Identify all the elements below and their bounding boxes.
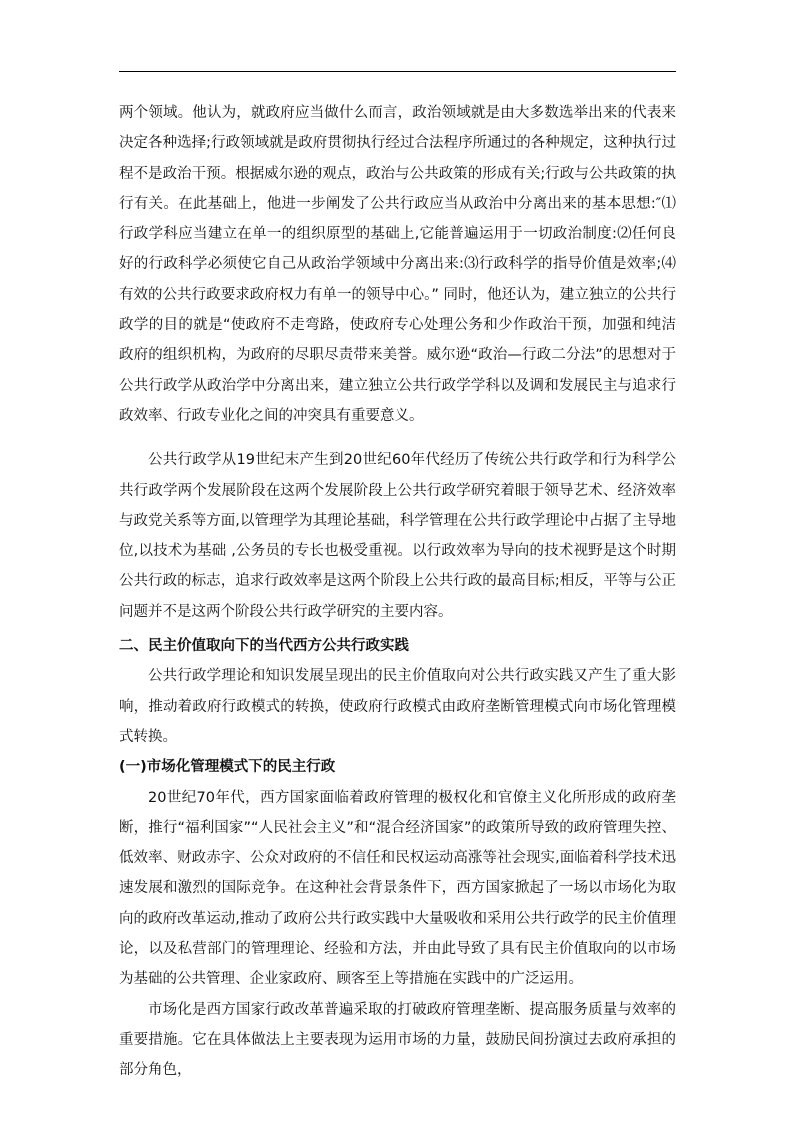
subsection-heading: (一)市场化管理模式下的民主行政 <box>119 759 336 776</box>
section-heading: 二、民主价值取向下的当代西方公共行政实践 <box>119 638 409 655</box>
paragraph-democratic-value-orientation: 公共行政学理论和知识发展呈现出的民主价值取向对公共行政实践又产生了重大影响，推动着政府行政模式的转换，使政府行政模式由政府垄断管理模式向市场化管理模式转换。 <box>119 668 676 745</box>
paragraph-wilson-politics-administration: 两个领域。他认为，就政府应当做什么而言，政治领域就是由大多数选举出来的代表来决定各种选择;行政领域就是政府贯彻执行经过合法程序所通过的各种规定，这种执行过程不是政治干预。根据威尔逊的观点，政治与公共政策的形成有关;行政与公共政策的执行有关。在此基础上，他进一步阐发了公共行政应当从政治中分离出来的基本思想:″⑴行政学科应当建立在单一的组织原型的基础上,它能普遍运用于一切政治制度:⑵任何良好的行政科学必须使它自己从政治学领域中分离出来:⑶行政科学的指导价值是效率;⑷有效的公共行政要求政府权力有单一的领导中心。” 同时，他还认为，建立独立的公共行政学的目的就是“使政府不走弯路，使政府专心处理公务和少作政治干预，加强和纯洁政府的组织机构，为政府的尽职尽责带来美誉。威尔逊“政治—行政二分法”的思想对于公共行政学从政治学中分离出来，建立独立公共行政学学科以及调和发展民主与追求行政效率、行政专业化之间的冲突具有重要意义。 <box>119 105 676 424</box>
paragraph-marketization: 市场化是西方国家行政改革普遍采取的打破政府管理垄断、提高服务质量与效率的重要措施。它在具体做法上主要表现为运用市场的力量，鼓励民间扮演过去政府承担的部分角色， <box>119 1001 676 1079</box>
paragraph-traditional-public-administration: 公共行政学从19世纪末产生到20世纪60年代经历了传统公共行政学和行为科学公共行政学两个发展阶段在这两个发展阶段上公共行政学研究着眼于领导艺术、经济效率与政党关系等方面,以管理学为其理论基础，科学管理在公共行政学理论中占据了主导地位,以技术为基础 ,公务员的专长也极受重视。以行政效率为导向的技术视野是这个时期公共行政的标志，追求行政效率是这两个阶段上公共行政的最高目标;相反，平等与公正问题并不是这两个阶段公共行政学研究的主要内容。 <box>119 452 676 620</box>
header-rule <box>119 71 676 72</box>
paragraph-1970s-reform: 20世纪70年代，西方国家面临着政府管理的极权化和官僚主义化所形成的政府垄断，推行“福利国家”“人民社会主义”和“混合经济国家”的政策所导致的政府管理失控、低效率、财政赤字、公众对政府的不信任和民权运动高涨等社会现实,面临着科学技术迅速发展和激烈的国际竞争。在这种社会背景条件下，西方国家掀起了一场以市场化为取向的政府改革运动,推动了政府公共行政实践中大量吸收和采用公共行政学的民主价值理论，以及私营部门的管理理论、经验和方法，并由此导致了具有民主价值取向的以市场为基础的公共管理、企业家政府、顾客至上等措施在实践中的广泛运用。 <box>119 789 676 988</box>
document-body <box>119 98 676 1086</box>
